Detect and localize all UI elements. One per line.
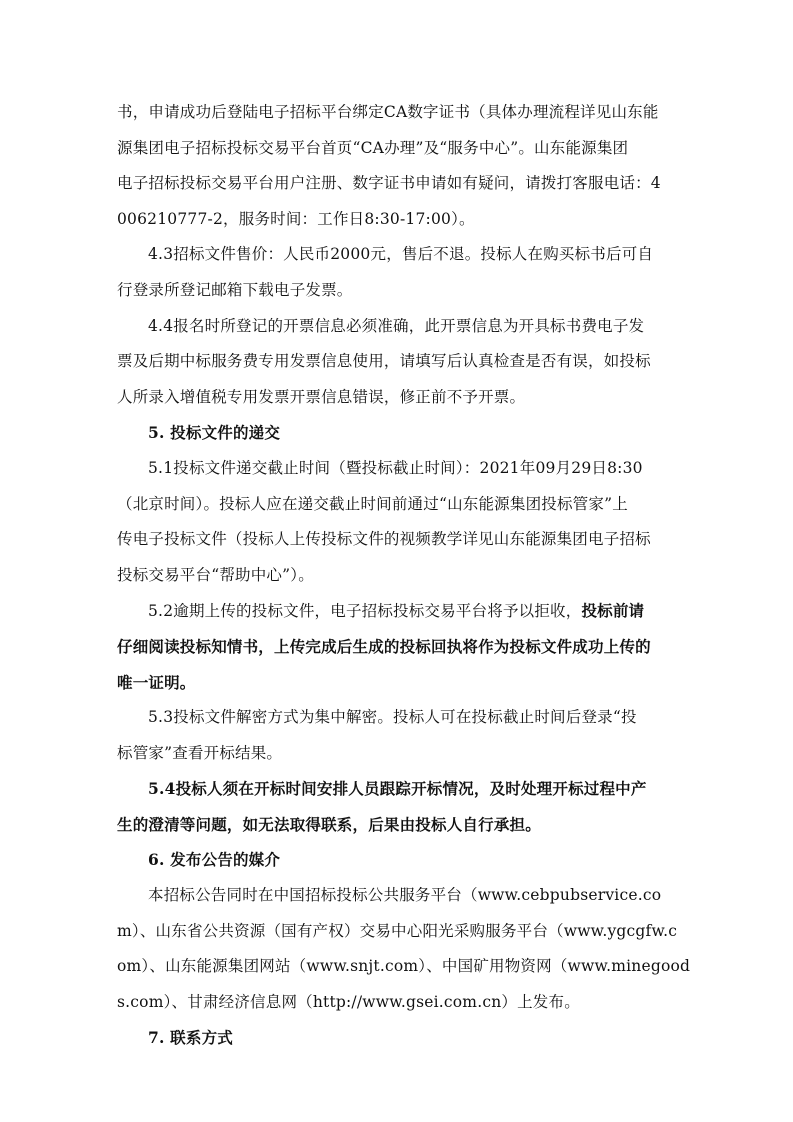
text-line: 书，申请成功后登陆电子招标平台绑定CA数字证书（具体办理流程详见山东能 [117, 103, 659, 121]
section-heading-6: 6. 发布公告的媒介 [148, 850, 281, 870]
text-line: 4.4报名时所登记的开票信息必须准确，此开票信息为开具标书费电子发 [148, 316, 645, 335]
paragraph-4-4-invoice [117, 309, 677, 416]
text-line: om）、山东能源集团网站（www.snjt.com）、中国矿用物资网（www.minegood [117, 957, 691, 976]
text-line: 4.3招标文件售价：人民币2000元，售后不退。投标人在购买标书后可自 [148, 245, 654, 264]
section-heading-7: 7. 联系方式 [148, 1028, 233, 1048]
text-line: s.com）、甘肃经济信息网（http://www.gsei.com.cn）上发布。 [117, 992, 580, 1011]
text-line: 行登录所登记邮箱下载电子发票。 [117, 280, 353, 299]
paragraph-6-media [117, 878, 691, 1020]
text-line: 标管家”查看开标结果。 [117, 743, 283, 762]
section-heading-5: 5. 投标文件的递交 [148, 423, 281, 443]
paragraph-5-1-deadline [117, 451, 677, 593]
text-line: 票及后期中标服务费专用发票信息使用，请填写后认真检查是否有误，如投标 [117, 352, 651, 371]
text-line: 006210777-2，服务时间：工作日8:30-17:00）。 [117, 209, 475, 228]
paragraph-5-2-late-upload [117, 593, 677, 700]
text-emphasis: 投标前请 [581, 601, 645, 621]
text-line [117, 593, 677, 629]
text-normal: 5.2逾期上传的投标文件，电子招标投标交易平台将予以拒收， [148, 602, 582, 621]
paragraph-ca-certificate [117, 95, 677, 237]
text-line: 5.3投标文件解密方式为集中解密。投标人可在投标截止时间后登录“投 [148, 708, 637, 727]
paragraph-4-3-price [117, 237, 677, 308]
document-body [117, 95, 691, 1056]
text-line: 5.1投标文件递交截止时间（暨投标截止时间）：2021年09月29日8:30 [148, 458, 643, 477]
paragraph-5-4-tracking [117, 771, 677, 842]
text-line-emphasis: 生的澄清等问题，如无法取得联系，后果由投标人自行承担。 [117, 814, 541, 834]
text-line: （北京时间）。投标人应在递交截止时间前通过“山东能源集团投标管家”上 [117, 494, 628, 513]
text-line-emphasis: 5.4投标人须在开标时间安排人员跟踪开标情况，及时处理开标过程中产 [148, 779, 647, 799]
text-line: 投标交易平台“帮助中心”）。 [117, 565, 314, 584]
text-line-emphasis: 仔细阅读投标知情书，上传完成后生成的投标回执将作为投标文件成功上传的 [117, 636, 651, 656]
text-line-emphasis: 唯一证明。 [117, 672, 196, 692]
paragraph-5-3-decryption [117, 700, 677, 771]
text-line: 人所录入增值税专用发票开票信息错误，修正前不予开票。 [117, 387, 526, 406]
text-line: m）、山东省公共资源（国有产权）交易中心阳光采购服务平台（www.ygcgfw.c [117, 921, 678, 940]
text-line: 本招标公告同时在中国招标投标公共服务平台（www.cebpubservice.co [148, 886, 662, 905]
text-line: 电子招标投标交易平台用户注册、数字证书申请如有疑问，请拨打客服电话：4 [117, 174, 661, 193]
text-line: 源集团电子招标投标交易平台首页“CA办理”及“服务中心”。山东能源集团 [117, 138, 629, 157]
text-line: 传电子投标文件（投标人上传投标文件的视频教学详见山东能源集团电子招标 [117, 530, 651, 549]
